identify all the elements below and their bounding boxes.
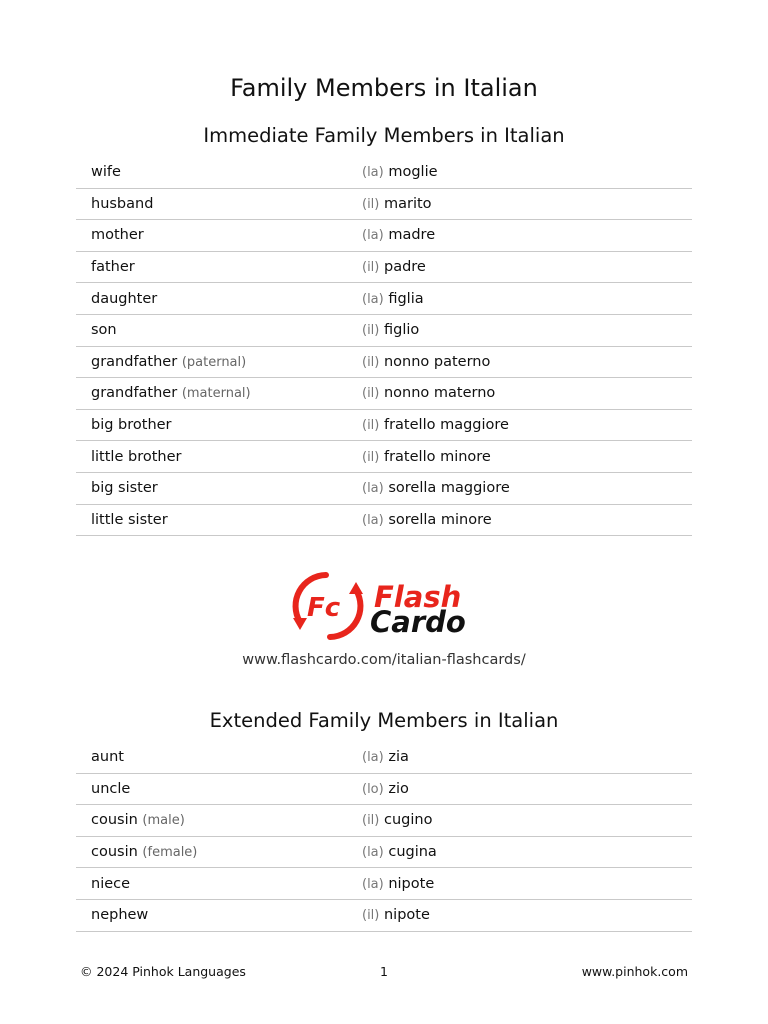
article: (il) bbox=[362, 260, 380, 276]
italian-term: madre bbox=[388, 227, 436, 244]
article: (il) bbox=[362, 323, 380, 339]
italian-term: marito bbox=[383, 195, 432, 212]
footer-site-link[interactable]: www.pinhok.com bbox=[581, 964, 688, 979]
italian-term: zio bbox=[388, 780, 409, 797]
italian-term-cell bbox=[362, 314, 692, 346]
english-term-cell bbox=[76, 472, 362, 504]
english-term: aunt bbox=[91, 749, 124, 766]
english-term-cell bbox=[76, 378, 362, 410]
term-note: (paternal) bbox=[181, 354, 247, 370]
italian-term: nonno paterno bbox=[383, 353, 491, 370]
table-row bbox=[76, 805, 692, 837]
italian-term: figlio bbox=[383, 322, 420, 339]
english-term: son bbox=[91, 322, 117, 339]
italian-term: sorella minore bbox=[388, 511, 492, 528]
english-term-cell bbox=[76, 868, 362, 900]
italian-term: padre bbox=[383, 259, 426, 276]
table-row bbox=[76, 472, 692, 504]
italian-term-cell bbox=[362, 157, 692, 188]
article: (la) bbox=[362, 291, 384, 307]
footer-page-number: 1 bbox=[380, 964, 388, 979]
english-term-cell bbox=[76, 251, 362, 283]
article: (la) bbox=[362, 876, 384, 892]
article: (la) bbox=[362, 165, 384, 181]
table-row bbox=[76, 283, 692, 315]
italian-term: cugina bbox=[388, 844, 437, 861]
table-row bbox=[76, 157, 692, 188]
english-term: big brother bbox=[91, 417, 172, 434]
italian-term: sorella maggiore bbox=[388, 480, 510, 497]
english-term: husband bbox=[91, 195, 154, 212]
table-row bbox=[76, 441, 692, 473]
article: (la) bbox=[362, 481, 384, 497]
table-row bbox=[76, 504, 692, 536]
italian-term-cell bbox=[362, 899, 692, 931]
article: (il) bbox=[362, 418, 380, 434]
english-term: big sister bbox=[91, 480, 158, 497]
english-term-cell bbox=[76, 504, 362, 536]
english-term: little sister bbox=[91, 511, 168, 528]
table-row bbox=[76, 899, 692, 931]
article: (il) bbox=[362, 813, 380, 829]
english-term: grandfather bbox=[91, 385, 178, 402]
english-term: father bbox=[91, 259, 135, 276]
italian-term-cell bbox=[362, 742, 692, 773]
table-row bbox=[76, 836, 692, 868]
table-row bbox=[76, 220, 692, 252]
term-note: (male) bbox=[142, 813, 185, 829]
article: (il) bbox=[362, 196, 380, 212]
article: (lo) bbox=[362, 781, 384, 797]
english-term: uncle bbox=[91, 780, 131, 797]
english-term-cell bbox=[76, 314, 362, 346]
vocab-table-immediate bbox=[76, 157, 692, 536]
page-title: Family Members in Italian bbox=[230, 74, 538, 102]
logo-text-flash: Flash bbox=[374, 580, 462, 614]
term-note: (maternal) bbox=[181, 386, 251, 402]
italian-term: fratello maggiore bbox=[383, 417, 509, 434]
italian-term-cell bbox=[362, 409, 692, 441]
english-term: niece bbox=[91, 875, 131, 892]
english-term-cell bbox=[76, 773, 362, 805]
article: (la) bbox=[362, 228, 384, 244]
italian-term-cell bbox=[362, 441, 692, 473]
table-row bbox=[76, 346, 692, 378]
italian-term-cell bbox=[362, 378, 692, 410]
italian-term-cell bbox=[362, 805, 692, 837]
english-term: cousin bbox=[91, 812, 138, 829]
article: (la) bbox=[362, 750, 384, 766]
logo-text-cardo: Cardo bbox=[370, 605, 466, 639]
english-term: wife bbox=[91, 164, 121, 181]
footer-copyright: © 2024 Pinhok Languages bbox=[80, 964, 246, 979]
english-term-cell bbox=[76, 220, 362, 252]
italian-term-cell bbox=[362, 836, 692, 868]
flashcardo-logo[interactable] bbox=[290, 570, 480, 642]
english-term-cell bbox=[76, 283, 362, 315]
table-row bbox=[76, 251, 692, 283]
english-term: mother bbox=[91, 227, 144, 244]
italian-term-cell bbox=[362, 472, 692, 504]
english-term-cell bbox=[76, 157, 362, 188]
italian-term: figlia bbox=[388, 290, 424, 307]
table-row bbox=[76, 742, 692, 773]
english-term-cell bbox=[76, 188, 362, 220]
english-term-cell bbox=[76, 441, 362, 473]
article: (il) bbox=[362, 449, 380, 465]
italian-term-cell bbox=[362, 773, 692, 805]
italian-term: moglie bbox=[388, 164, 438, 181]
english-term: grandfather bbox=[91, 353, 178, 370]
table-row bbox=[76, 868, 692, 900]
flashcardo-url-link[interactable]: www.flashcardo.com/italian-flashcards/ bbox=[242, 652, 526, 668]
article: (il) bbox=[362, 386, 380, 402]
english-term-cell bbox=[76, 899, 362, 931]
italian-term-cell bbox=[362, 868, 692, 900]
italian-term: fratello minore bbox=[383, 448, 491, 465]
italian-term: nipote bbox=[388, 875, 435, 892]
english-term-cell bbox=[76, 346, 362, 378]
table-row bbox=[76, 378, 692, 410]
table-row bbox=[76, 773, 692, 805]
italian-term: zia bbox=[388, 749, 409, 766]
italian-term-cell bbox=[362, 220, 692, 252]
english-term-cell bbox=[76, 805, 362, 837]
english-term-cell bbox=[76, 742, 362, 773]
term-note: (female) bbox=[142, 845, 198, 861]
vocab-table-extended bbox=[76, 742, 692, 932]
english-term-cell bbox=[76, 409, 362, 441]
article: (il) bbox=[362, 908, 380, 924]
english-term: daughter bbox=[91, 290, 158, 307]
table-row bbox=[76, 314, 692, 346]
italian-term-cell bbox=[362, 188, 692, 220]
english-term: little brother bbox=[91, 448, 182, 465]
section-title-immediate: Immediate Family Members in Italian bbox=[203, 124, 565, 147]
italian-term-cell bbox=[362, 504, 692, 536]
article: (il) bbox=[362, 354, 380, 370]
italian-term: cugino bbox=[383, 812, 433, 829]
italian-term-cell bbox=[362, 251, 692, 283]
italian-term: nipote bbox=[383, 907, 430, 924]
table-row bbox=[76, 188, 692, 220]
italian-term-cell bbox=[362, 283, 692, 315]
english-term: nephew bbox=[91, 907, 149, 924]
section-title-extended: Extended Family Members in Italian bbox=[209, 709, 559, 732]
logo-mark-text: Fc bbox=[307, 593, 341, 623]
english-term: cousin bbox=[91, 844, 138, 861]
english-term-cell bbox=[76, 836, 362, 868]
italian-term: nonno materno bbox=[383, 385, 496, 402]
flashcardo-logo-icon bbox=[293, 575, 363, 637]
article: (la) bbox=[362, 845, 384, 861]
table-row bbox=[76, 409, 692, 441]
italian-term-cell bbox=[362, 346, 692, 378]
article: (la) bbox=[362, 512, 384, 528]
